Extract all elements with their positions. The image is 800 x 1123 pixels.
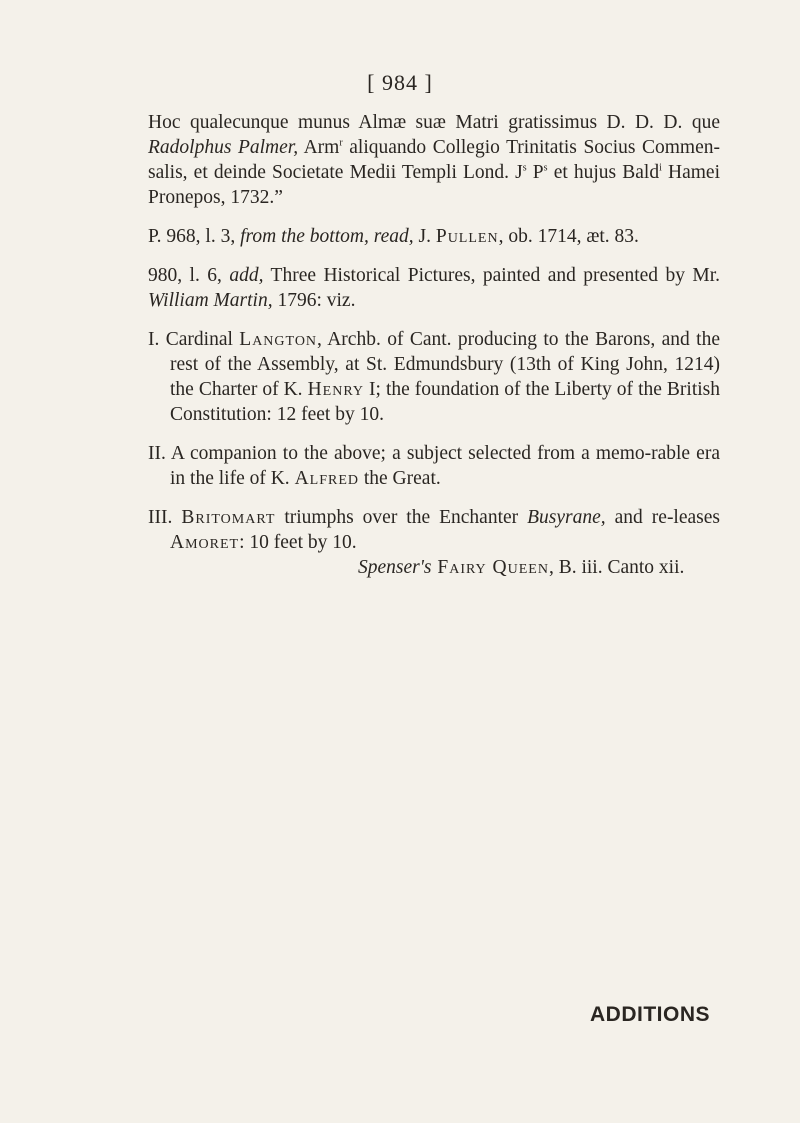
dedication-paragraph: Hoc qualecunque munus Almæ suæ Matri gratissimus D. D. D. que Radolphus Palmer, Arm$^r$ aliquando Collegio Trinitatis Socius Commen-salis, et deinde Societate Medii Templi Lond. $J^s$ $P^s$ et hujus Bald$^i$ Hamei Pronepos, 1732.” (148, 112, 720, 208)
citation: Spenser's Fairy Queen, B. iii. Canto xii. (358, 557, 685, 578)
person-name: Pullen (435, 226, 499, 247)
person-name: Alfred (294, 468, 359, 489)
list-item: III. Britomart triumphs over the Enchanter Busyrane, and re-leases Amoret: 10 feet by 10. Spenser's Fairy Queen, B. iii. Canto xii. (148, 507, 720, 578)
correction-paragraph: P. 968, l. 3, from the bottom, read, J. Pullen, ob. 1714, æt. 83. (148, 226, 639, 247)
catchword: ADDITIONS (590, 1003, 710, 1026)
person-name: Radolphus Palmer, (148, 137, 299, 158)
person-name: Amoret (170, 532, 240, 553)
list-item: I. Cardinal Langton, Archb. of Cant. producing to the Barons, and the rest of the Assembly, at St. Edmundsbury (13th of King John, 1214) the Charter of K. Henry I; the foundation of the Liberty of the British Constitution: 12 feet by 10. (148, 329, 721, 425)
person-name: Henry (307, 379, 364, 400)
person-name: Langton (239, 329, 318, 350)
person-name: William Martin, (148, 290, 273, 311)
list-item: II. A companion to the above; a subject selected from a memo-rable era in the life of K. Alfred the Great. (148, 443, 720, 489)
person-name: Busyrane, (527, 507, 606, 528)
addition-paragraph: 980, l. 6, add, Three Historical Pictures, painted and presented by Mr. William Martin, 1796: viz. (148, 265, 721, 311)
person-name: Britomart (181, 507, 276, 528)
page-text (148, 110, 720, 594)
page-number: [ 984 ] (367, 70, 433, 95)
